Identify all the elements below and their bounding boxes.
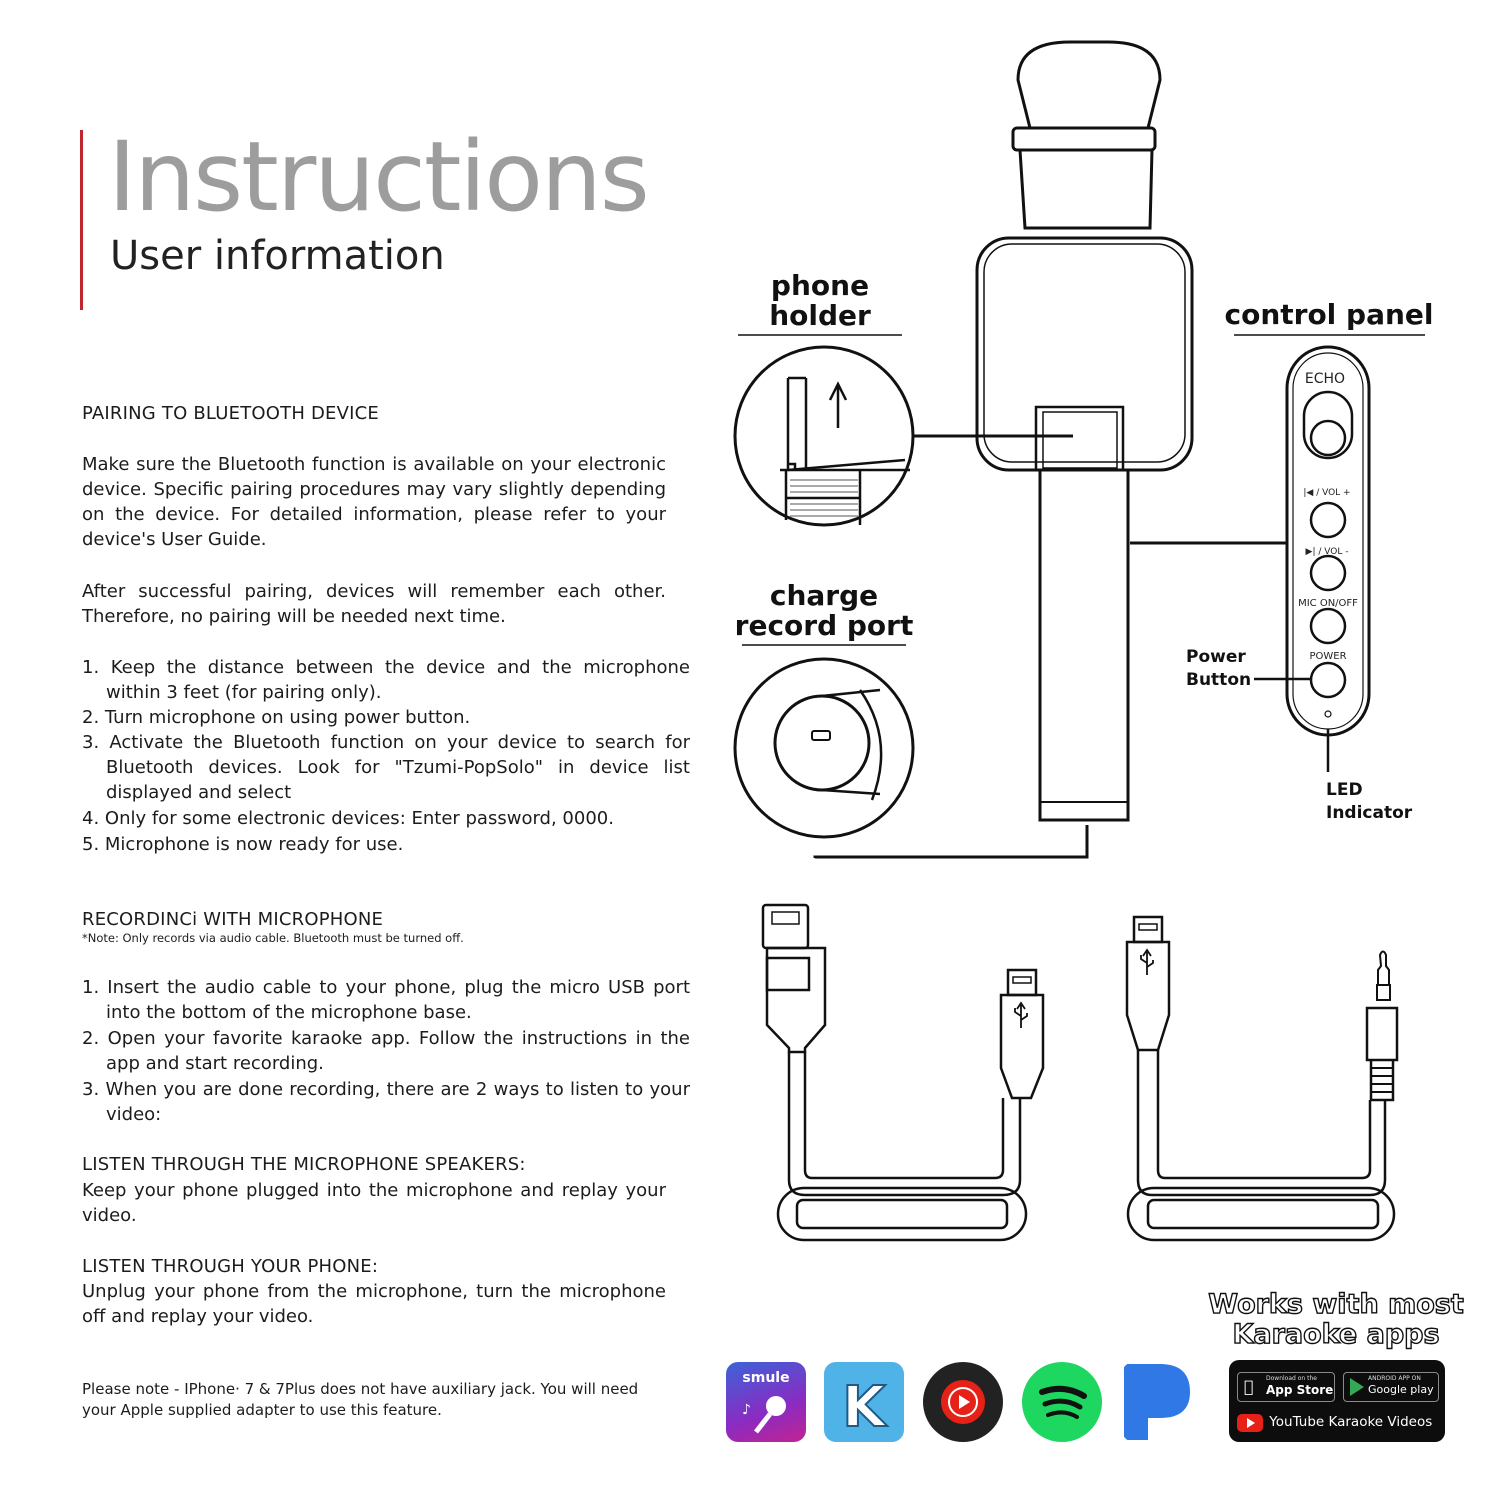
phone-holder-label-2: holder <box>769 299 871 332</box>
speakers-text: Keep your phone plugged into the microphone and replay your video. <box>82 1180 666 1226</box>
apple-icon <box>1244 1377 1254 1396</box>
recording-step-1: 1. Insert the audio cable to your phone, plug the micro USB port into the bottom of the microphone base. <box>82 977 690 1023</box>
smule-app-icon <box>726 1362 806 1442</box>
phone-holder-slot <box>1036 407 1123 470</box>
google-play-icon <box>1348 1377 1366 1397</box>
google-play-text: Google play <box>1368 1383 1434 1396</box>
youtube-music-icon <box>923 1362 1003 1442</box>
page-subtitle: User information <box>110 233 445 279</box>
spotify-icon <box>1022 1362 1102 1442</box>
works-with-heading <box>1205 1290 1467 1350</box>
led-label-2: Indicator <box>1326 803 1413 823</box>
recording-step-2: 2. Open your favorite karaoke app. Follow the instructions in the app and start recording. <box>82 1028 690 1074</box>
charge-port-zoom <box>735 659 913 837</box>
pairing-heading: PAIRING TO BLUETOOTH DEVICE <box>82 403 379 424</box>
power-button-label-2: Button <box>1186 670 1252 690</box>
app-store-badge[interactable] <box>1237 1372 1335 1402</box>
google-play-badge[interactable] <box>1343 1372 1439 1402</box>
prev-vol-label: |◀ / VOL + <box>1303 488 1351 498</box>
spotify-app-icon <box>1022 1362 1102 1442</box>
led-label-1: LED <box>1326 780 1363 800</box>
pairing-step-5: 5. Microphone is now ready for use. <box>82 834 404 855</box>
phone-text: Unplug your phone from the microphone, turn the microphone off and replay your video. <box>82 1281 666 1327</box>
pairing-paragraph-2: After successful pairing, devices will remember each other. Therefore, no pairing will be needed next time. <box>82 581 666 627</box>
phone-holder-label-1: phone <box>770 269 870 302</box>
echo-label: ECHO <box>1304 371 1346 387</box>
page-title: Instructions <box>108 121 648 233</box>
please-note: Please note - IPhone· 7 & 7Plus does not have auxiliary jack. You will need your Apple supplied adapter to use this feature. <box>82 1380 639 1419</box>
control-panel-label: control panel <box>1224 298 1434 331</box>
svg-text:♪: ♪ <box>742 1402 751 1418</box>
pairing-paragraph-1: Make sure the Bluetooth function is available on your electronic device. Specific pairing procedures may vary slightly depending on the device. For detailed information, please refer to your device's User Guide. <box>82 454 666 550</box>
power-button-label-1: Power <box>1186 647 1246 667</box>
pairing-step-2: 2. Turn microphone on using power button. <box>82 707 471 728</box>
control-panel <box>1287 347 1369 735</box>
svg-text:K: K <box>842 1375 886 1440</box>
next-vol-label: ▶| / VOL - <box>1305 547 1349 557</box>
mic-handle <box>1040 470 1128 820</box>
phone-heading: LISTEN THROUGH YOUR PHONE: <box>82 1256 379 1277</box>
google-play-small-text: ANDROID APP ON <box>1368 1375 1421 1382</box>
store-badges <box>1229 1360 1445 1442</box>
pandora-icon <box>1122 1362 1202 1442</box>
speakers-heading: LISTEN THROUGH THE MICROPHONE SPEAKERS: <box>82 1154 526 1175</box>
mic-neck <box>1020 150 1152 228</box>
smule-label: smule <box>742 1370 790 1386</box>
karaoke-k-app-icon <box>824 1362 904 1442</box>
pairing-step-1: 1. Keep the distance between the device and the microphone within 3 feet (for pairing only). <box>82 657 690 703</box>
pairing-step-3: 3. Activate the Bluetooth function on your device to search for Bluetooth devices. Look for "Tzumi-PopSolo" in device list displayed and select <box>82 732 690 803</box>
charge-port-label-2: record port <box>734 609 914 642</box>
pairing-step-4: 4. Only for some electronic devices: Enter password, 0000. <box>82 808 614 829</box>
microphone-icon <box>726 1362 806 1442</box>
app-store-small-text: Download on the <box>1266 1375 1317 1382</box>
works-with-line-2: Karaoke apps <box>1232 1319 1440 1350</box>
recording-heading: RECORDINCi WITH MICROPHONE <box>82 909 384 930</box>
charge-port-label-1: charge <box>769 579 879 612</box>
power-label: POWER <box>1309 651 1347 662</box>
youtube-karaoke-text: YouTube Karaoke Videos <box>1269 1414 1433 1430</box>
youtube-icon <box>1237 1412 1265 1432</box>
youtube-karaoke-row <box>1237 1412 1432 1432</box>
pandora-app-icon <box>1122 1362 1202 1442</box>
mic-ring <box>1013 128 1155 150</box>
recording-note: *Note: Only records via audio cable. Bluetooth must be turned off. <box>82 931 464 945</box>
mic-head <box>1018 42 1160 128</box>
karaoke-k-icon <box>824 1362 904 1442</box>
recording-step-3: 3. When you are done recording, there are 2 ways to listen to your video: <box>82 1079 690 1125</box>
audio-jack <box>1378 952 1389 986</box>
mic-onoff-label: MIC ON/OFF <box>1298 598 1358 609</box>
app-store-text: App Store <box>1266 1383 1334 1397</box>
youtube-music-app-icon <box>923 1362 1003 1442</box>
works-with-line-1: Works with most <box>1208 1289 1464 1320</box>
